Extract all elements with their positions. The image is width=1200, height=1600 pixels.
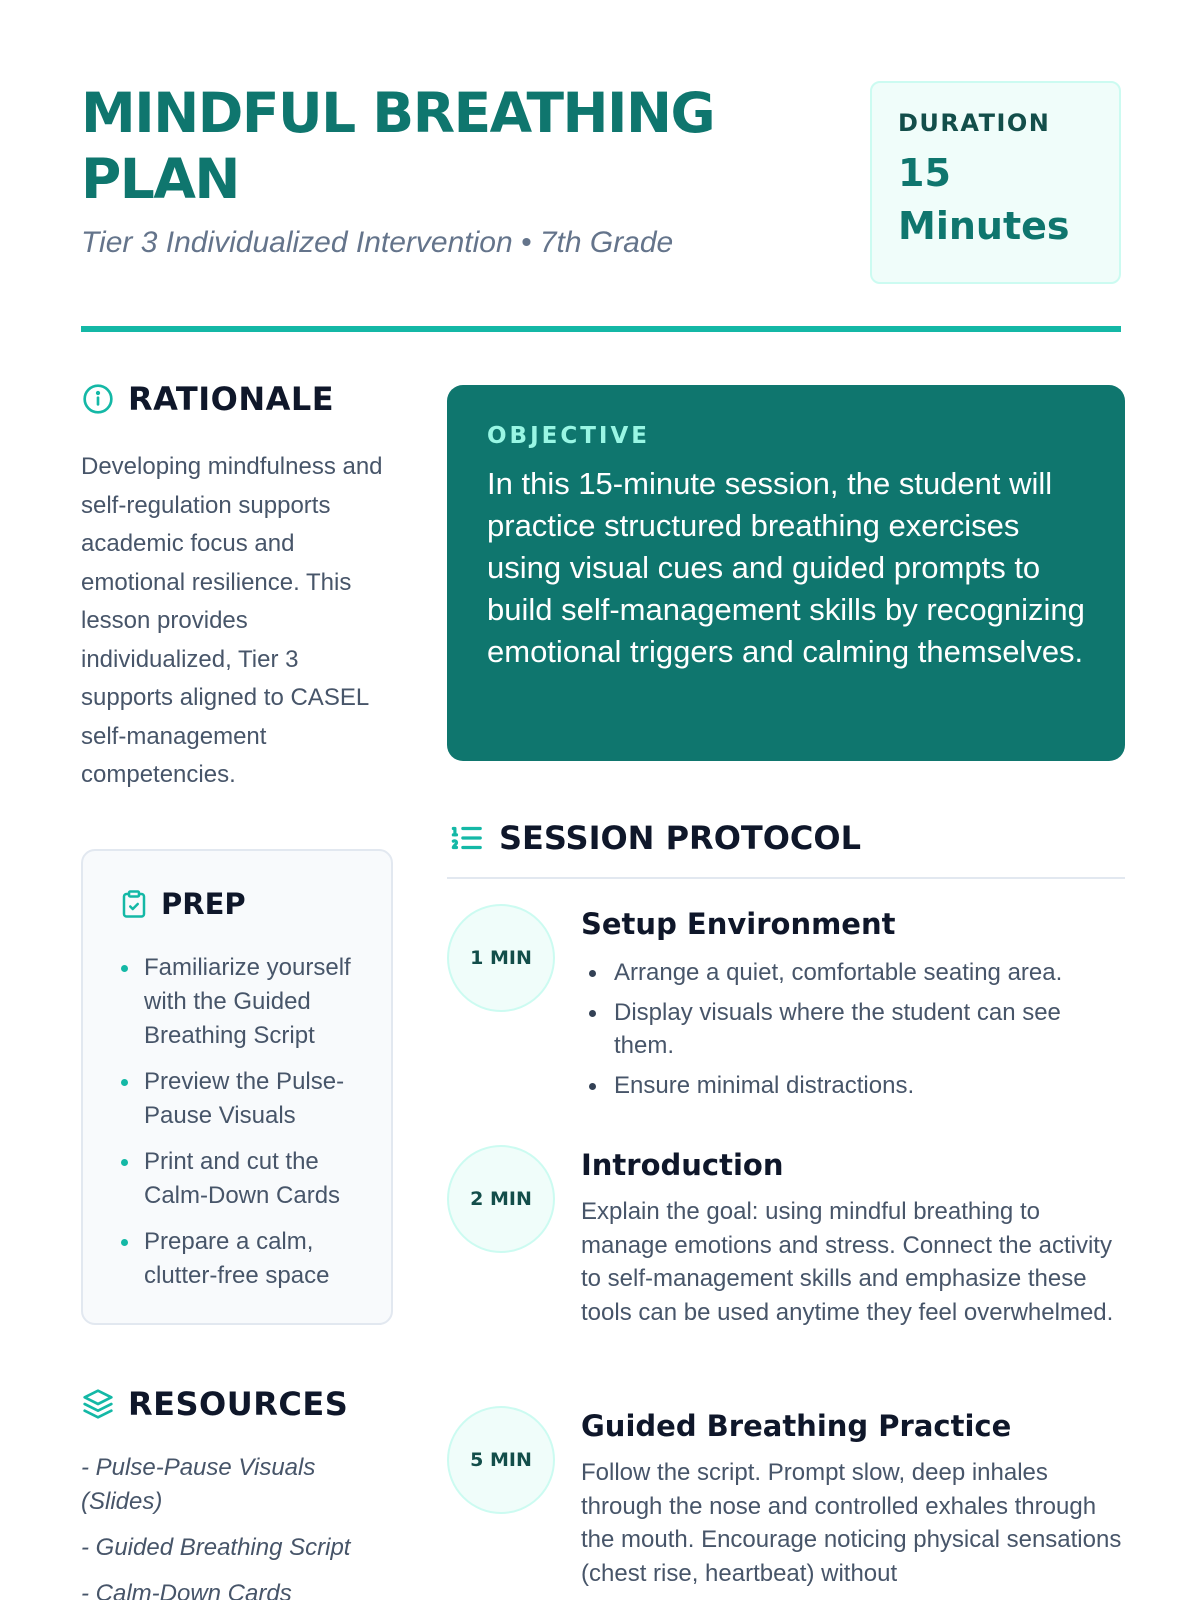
layers-icon (81, 1387, 115, 1421)
objective-card (447, 385, 1125, 761)
rationale-heading (81, 380, 393, 418)
rationale-heading-label: RATIONALE (128, 380, 335, 418)
step-time-badge: 1 MIN (447, 904, 555, 1012)
main-column (447, 385, 1125, 879)
numbered-list-icon (447, 819, 485, 857)
step-text: Follow the script. Prompt slow, deep inhales through the nose and controlled exhales through the mouth. Encourage noticing physical sensations (chest rise, heartbeat) without (581, 1459, 1122, 1587)
prep-item: Preview the Pulse-Pause Visuals (119, 1065, 371, 1133)
step-bullet: Display visuals where the student can see them. (581, 996, 1125, 1063)
objective-label: OBJECTIVE (487, 423, 650, 449)
header-divider (81, 326, 1121, 332)
step-title: Introduction (581, 1148, 784, 1182)
resources-section (81, 1385, 393, 1600)
prep-card (81, 849, 393, 1325)
objective-text: In this 15-minute session, the student will practice structured breathing exercises using visual cues and guided prompts to build self-management skills by recognizing emotional triggers and calming themselves. (487, 466, 1085, 669)
step-bullet: Arrange a quiet, comfortable seating area. (581, 956, 1125, 990)
resource-item: - Guided Breathing Script (81, 1534, 351, 1561)
protocol-heading (447, 819, 1125, 879)
step-body (581, 1145, 1125, 1329)
step-time-badge: 2 MIN (447, 1145, 555, 1253)
info-icon (81, 382, 115, 416)
step-body (581, 904, 1125, 1108)
clipboard-check-icon (119, 889, 149, 919)
page-subtitle: Tier 3 Individualized Intervention • 7th Grade (81, 226, 674, 259)
prep-item: Prepare a calm, clutter-free space (119, 1225, 371, 1293)
step-bullets (581, 956, 1125, 1102)
prep-item: Familiarize yourself with the Guided Breathing Script (119, 951, 371, 1053)
resources-heading (81, 1385, 393, 1423)
page-title: MINDFUL BREATHING PLAN (81, 81, 715, 211)
prep-list (119, 951, 371, 1293)
rationale-text: Developing mindfulness and self-regulation supports academic focus and emotional resilience. This lesson provides individualized, Tier 3 supports aligned to CASEL self-management competencies. (81, 453, 383, 788)
step-body (581, 1406, 1125, 1590)
rationale-section (81, 380, 393, 795)
prep-heading-label: PREP (161, 887, 246, 921)
step-text: Explain the goal: using mindful breathing to manage emotions and stress. Connect the activity to self-management skills and emphasize these tools can be used anytime they feel overwhelmed. (581, 1198, 1114, 1326)
duration-label: DURATION (898, 109, 1051, 137)
resources-heading-label: RESOURCES (128, 1385, 349, 1423)
step-title: Setup Environment (581, 907, 896, 941)
duration-value: 15 Minutes (898, 151, 1070, 248)
step-title: Guided Breathing Practice (581, 1409, 1012, 1443)
resources-list (81, 1451, 393, 1600)
header (81, 80, 1121, 335)
prep-heading (119, 887, 371, 921)
step-time-badge: 5 MIN (447, 1406, 555, 1514)
duration-card (870, 81, 1121, 284)
resource-item: - Calm-Down Cards (81, 1580, 292, 1600)
resource-item: - Pulse-Pause Visuals (Slides) (81, 1454, 316, 1515)
step-bullet: Ensure minimal distractions. (581, 1069, 1125, 1103)
prep-item: Print and cut the Calm-Down Cards (119, 1145, 371, 1213)
protocol-heading-label: SESSION PROTOCOL (499, 819, 861, 857)
